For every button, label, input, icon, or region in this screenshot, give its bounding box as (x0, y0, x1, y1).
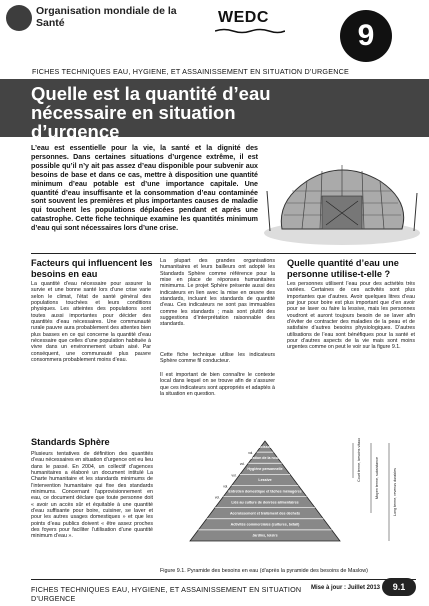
side-label-medium-term: Moyen terme, subsistance (375, 457, 379, 499)
factors-heading: Facteurs qui influencent les besoins en eau (31, 258, 153, 279)
organization-name: Organisation mondiale de la Santé (36, 5, 177, 29)
who-emblem-logo (6, 5, 32, 31)
wedc-wave-icon (215, 28, 285, 34)
pyramid-level-label: Accroissement et traitement des déchets (229, 511, 301, 516)
pyramid-level-label: Activités commerciales (cultures, bétail) (230, 522, 300, 527)
pyramid-level-label: Lessive (258, 478, 272, 483)
pyramid-level-label: Boisson (257, 444, 273, 449)
water-needs-pyramid (170, 438, 420, 548)
pyramid-volume-marker: vol. (223, 484, 229, 489)
page-number-badge: 9.1 (382, 578, 416, 596)
side-label-long-term: Long terme, revenus durables (393, 468, 397, 516)
update-date: Mise à jour : Juillet 2013 (310, 585, 380, 591)
sphere-heading: Standards Sphère (31, 437, 110, 447)
wedc-logo-text: WEDC (218, 9, 269, 26)
sphere-text: Plusieurs tentatives de définition des quantités d’eau nécessaires en situation d’urgence ont eu lieu dans le passé. En 2004, un collectif d’agences humanitaires a élaboré un document intitulé La Charte humanitaire et les standards minimums de l’intervention humanitaire qui fixe des standards minimums. Concernant l’approvisionnement en eau, ce document déclare que toute personne doit « avoir un accès sûr et équitable à une quantité d’eau suffisante pour boire, cuisiner, se laver et pour les autres usages domestiques » et que les points d’eau publics doivent « être assez proches des foyers pour faciliter l’utilisation d’une quantité minimum d’eau ». (31, 451, 153, 540)
page-title: Quelle est la quantité d’eau nécessaire en situation d’urgence (31, 83, 271, 142)
section-divider (31, 253, 416, 254)
water-usage-heading: Quelle quantité d’eau une personne utilise-t-elle ? (287, 258, 399, 279)
pyramid-volume-marker: vol. (231, 473, 237, 478)
water-usage-text: Les personnes utilisent l’eau pour des activités très variées. Certaines de ces activités sont plus importantes que d’autres. Avoir quelques litres d’eau par jour pour boire est plus important que d’en avoir pour se laver ou faire la lessive, mais les personnes voudront et auront toujours besoin de se laver afin d’éviter de contracter des maladies de la peau et de satisfaire d’autres besoins physiologiques. D’autres utilisations de l’eau sont bénéfiques pour la santé et pour d’autres aspects de la vie mais sont moins urgentes comme on peut le voir sur la figure 9.1. (287, 281, 415, 351)
figure-caption: Figure 9.1. Pyramide des besoins en eau (d’après la pyramide des besoins de Maslow) (160, 568, 368, 574)
sheet-number-badge: 9 (340, 10, 392, 62)
intro-paragraph: L’eau est essentielle pour la vie, la santé et la dignité des personnes. Dans certaines situations d’urgence extrême, il est possible qu’il n’y ait pas assez d’eau disponible pour subvenir aux besoins de base et dans ce cas, mettre à disposition une quantité minimum d’eau potable est d’une importance capitale. Une quantité d’eau insuffisante et la consommation d’eau contaminée sont souvent les premières et plus importantes causes de maladie qui touchent les populations déplacées pendant et après une catastrophe. Cette fiche technique examine les quantités minimum d’eau qui sont nécessaires lors d’une crise. (31, 144, 258, 233)
sphere-guideline-text: Cette fiche technique utilise les indicateurs Sphère comme fil conducteur. (160, 352, 275, 365)
pyramid-level-label: Hygiène personnelle (247, 467, 283, 472)
local-context-text: Il est important de bien connaître le contexte local dans lequel on se trouve afin de s’assurer que ces indicateurs sont appropriés et adaptés à la situation en question. (160, 372, 275, 398)
pyramid-level-label: Entretien domestique et tâches ménagères (228, 489, 302, 494)
pyramid-volume-marker: vol. (214, 495, 220, 500)
standards-intro-text: La plupart des grandes organisations humanitaires et leurs bailleurs ont adopté les Standards Sphère comme référence pour la mise en place de réponses humanitaires minimums. Le projet Sphère présente aussi des indicateurs en lien avec la mise en œuvre des standards, incluant les standards de quantité d’eau. Ces indicateurs ne sont pas immuables comme les standards ; mais sont plutôt des suggestions d’interprétation raisonnable des standards. (160, 258, 275, 328)
pyramid-volume-marker: vol. (248, 451, 254, 456)
factors-text: La quantité d’eau nécessaire pour assurer la survie et une bonne santé lors d’une crise varie selon le climat, l’état de santé général des populations touchées et leurs conditions physiques. Les atteintes des populations sont toutes aussi importantes pour décider des quantités d’eau nécessaires. Une communauté rurale pauvre aura probablement des attentes bien plus basses en ce qui concerne la quantité d’eau nécessaire que celles d’une population habituée à vivre dans un environnement urbain aisé. Par conséquent, une communauté plus pauvre consommera probablement moins d’eau. (31, 281, 151, 364)
side-label-short-term: Court terme, besoins vitaux (357, 438, 361, 482)
pyramid-level-label: Préparation de la nourriture (241, 455, 289, 460)
pyramid-volume-marker: vol. (239, 462, 245, 467)
pyramid-level-label: Jardins, loisirs (252, 533, 278, 538)
footer-divider (31, 579, 416, 580)
pyramid-level-label: Liés au culture de denrées alimentaires (231, 500, 299, 505)
series-title: FICHES TECHNIQUES EAU, HYGIENE, ET ASSAINISSEMENT EN SITUATION D’URGENCE (32, 67, 349, 76)
hut-illustration (262, 141, 422, 246)
footer-series-title: FICHES TECHNIQUES EAU, HYGIENE, ET ASSAINISSEMENT EN SITUATION D’URGENCE (31, 585, 302, 603)
